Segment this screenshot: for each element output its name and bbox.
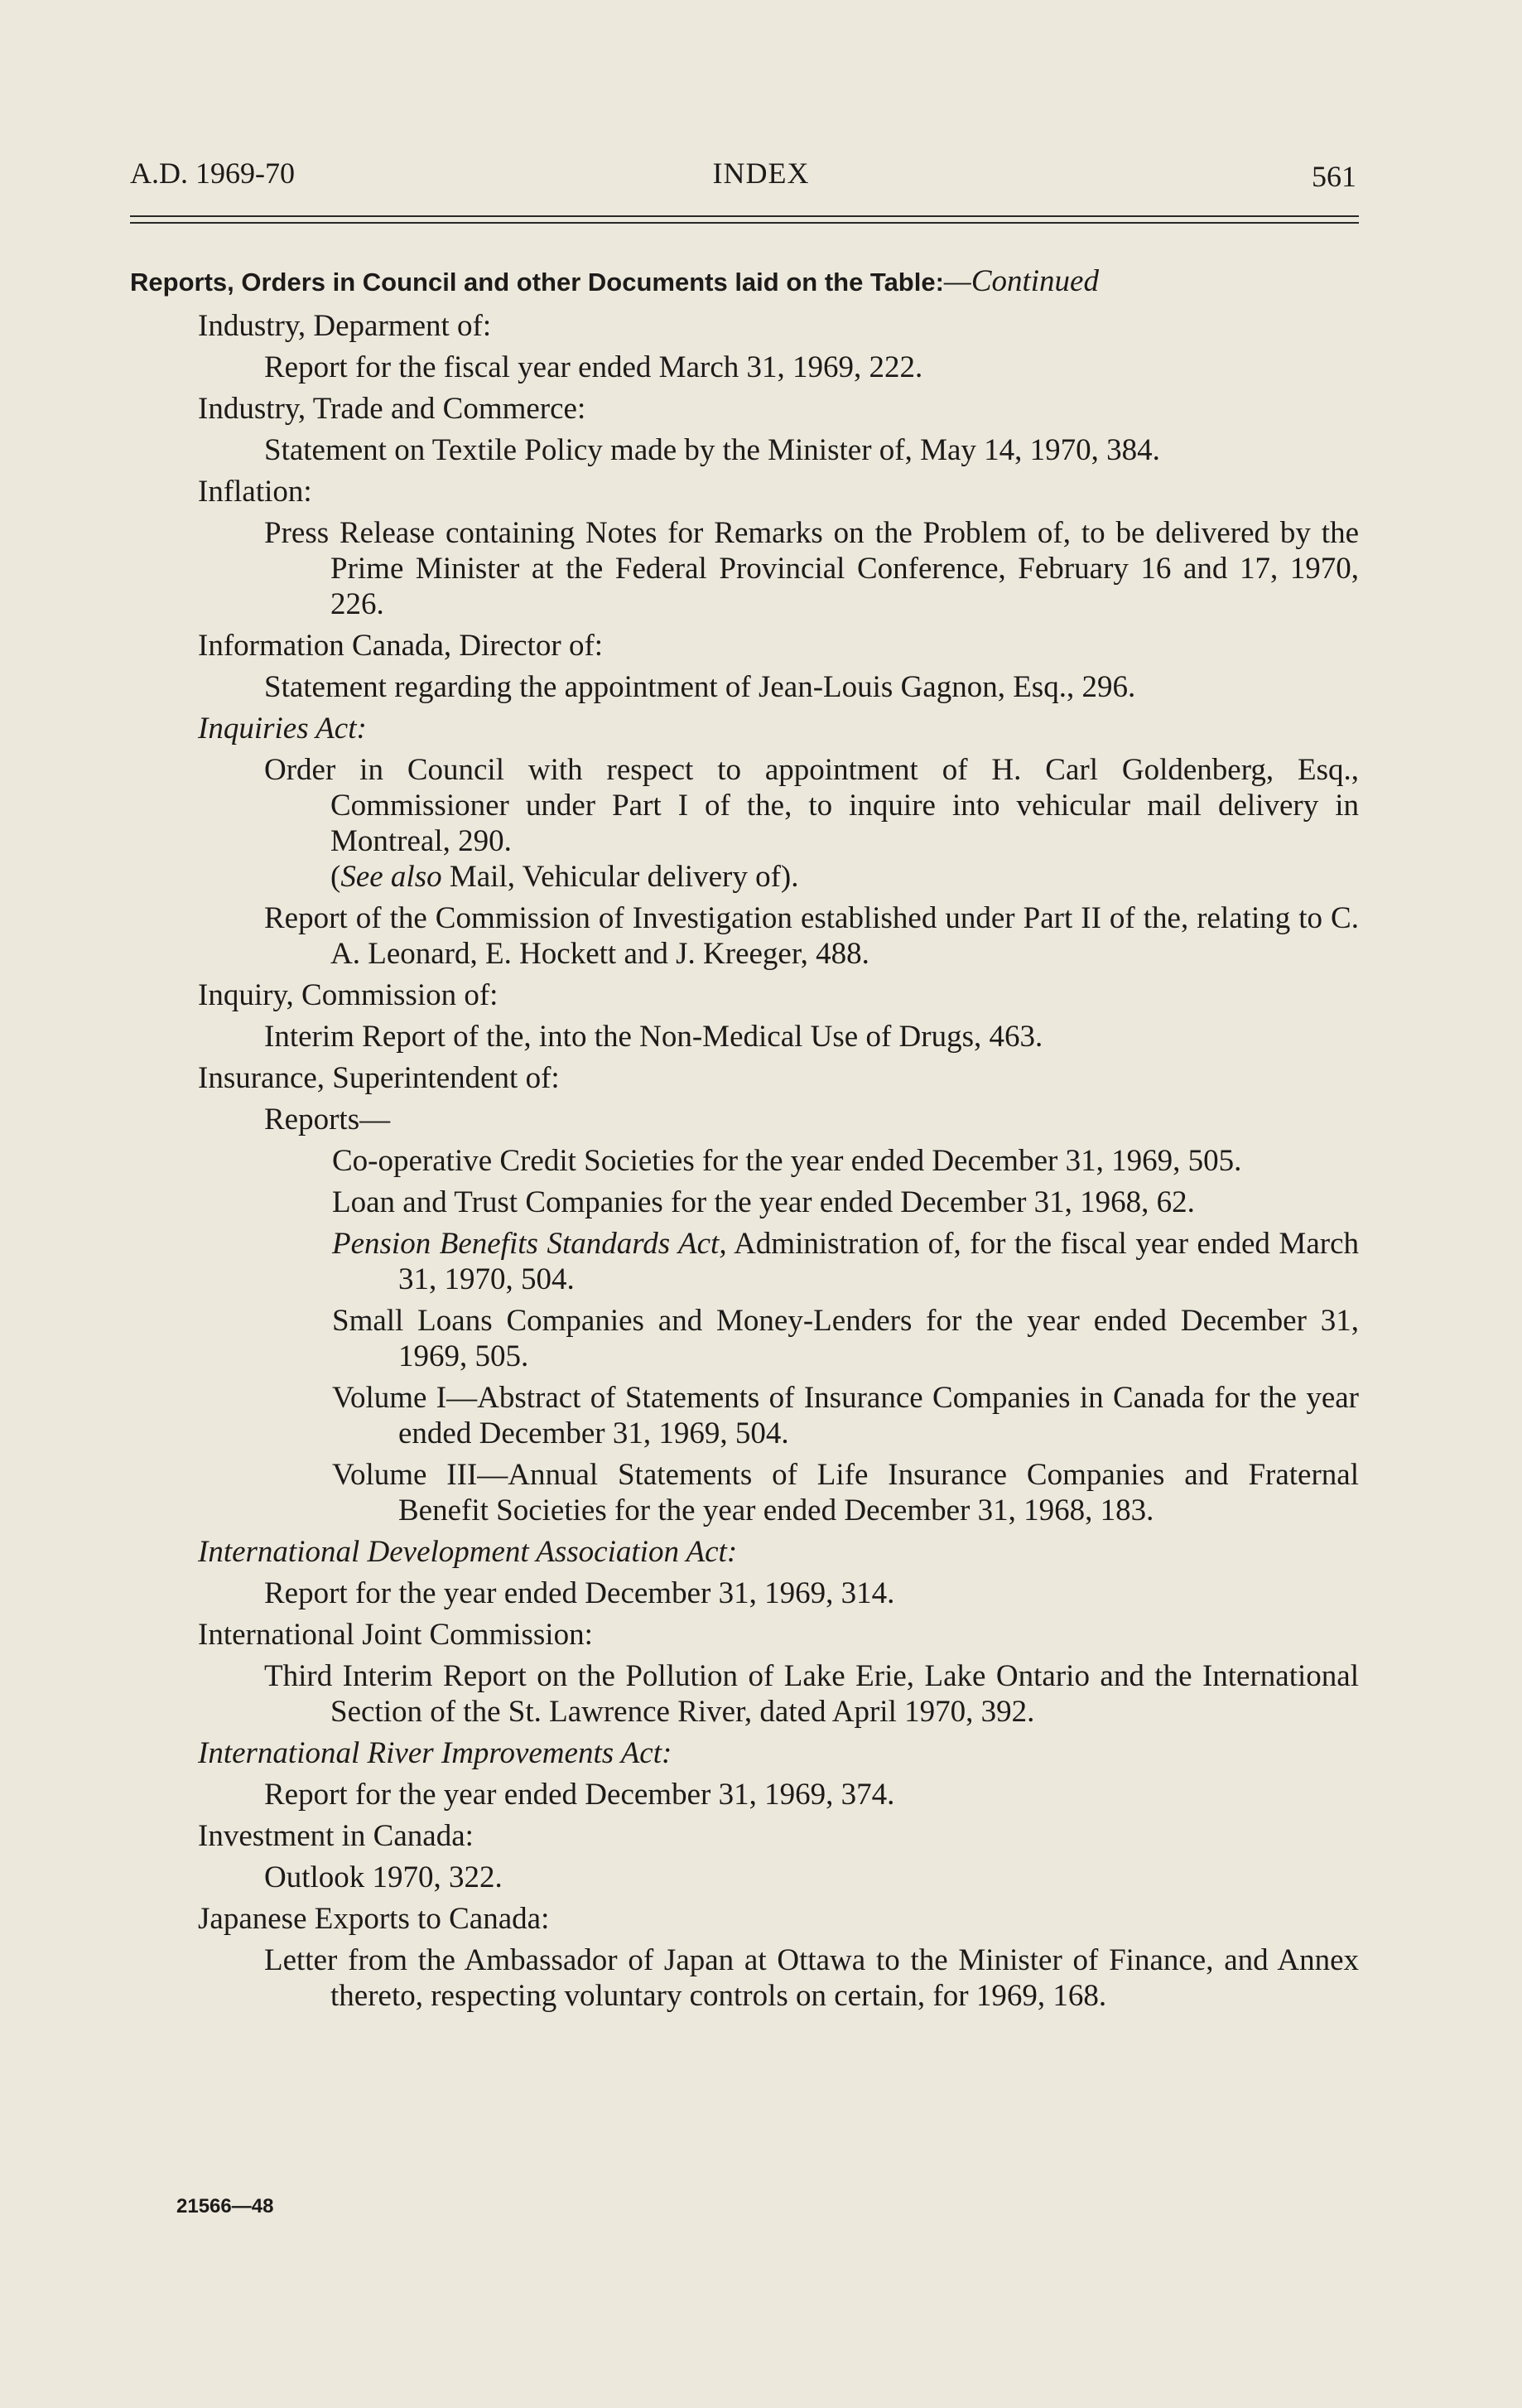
- index-entry: Report for the year ended December 31, 1969, 374.: [264, 1778, 895, 1812]
- entry-text: Administration of, for the fiscal year ended March 31, 1970, 504.: [398, 1227, 1359, 1296]
- index-content: [130, 263, 1359, 2020]
- index-entry: Letter from the Ambassador of Japan at Ottawa to the Minister of Finance, and Annex thereto, respecting voluntary controls on certain, for 1969, 168.: [264, 1943, 1359, 2013]
- act-title: Pension Benefits Standards Act,: [332, 1227, 727, 1261]
- index-heading: Japanese Exports to Canada:: [198, 1902, 550, 1936]
- index-subentry: Small Loans Companies and Money-Lenders for the year ended December 31, 1969, 505.: [332, 1304, 1359, 1373]
- session-year: A.D. 1969-70: [130, 157, 295, 190]
- index-heading: Information Canada, Director of:: [198, 629, 604, 663]
- index-entry: Report for the fiscal year ended March 31, 1969, 222.: [264, 350, 923, 384]
- entry-text: Order in Council with respect to appointment of H. Carl Goldenberg, Esq., Commissioner under Part I of the, to inquire into vehicular mail delivery in Montreal, 290.: [264, 753, 1359, 858]
- index-entry: Third Interim Report on the Pollution of Lake Erie, Lake Ontario and the International Section of the St. Lawrence River, dated April 1970, 392.: [264, 1659, 1359, 1729]
- index-entry: Press Release containing Notes for Remarks on the Problem of, to be delivered by the Prime Minister at the Federal Provincial Conference, February 16 and 17, 1970, 226.: [264, 516, 1359, 621]
- index-subheading: Reports—: [264, 1103, 391, 1136]
- index-heading-italic: International Development Association Act:: [198, 1535, 738, 1569]
- header-rule-bottom: [130, 222, 1359, 224]
- index-entry: Order in Council with respect to appointment of H. Carl Goldenberg, Esq., Commissioner under Part I of the, to inquire into vehicular mail delivery in Montreal, 290. (See also Mail, Vehicular delivery of).: [264, 753, 1359, 894]
- see-also-label: See also: [340, 860, 442, 894]
- index-subentry: [130, 1226, 1359, 1297]
- section-title-text: Reports, Orders in Council and other Documents laid on the Table:: [130, 268, 944, 297]
- index-entry: Outlook 1970, 322.: [264, 1860, 503, 1894]
- index-heading: Investment in Canada:: [198, 1819, 474, 1853]
- index-heading: International Joint Commission:: [198, 1618, 593, 1652]
- header-rule-top: [130, 215, 1359, 217]
- page-number: 561: [1312, 160, 1356, 193]
- printer-code: 21566—48: [176, 2195, 274, 2217]
- index-heading: Industry, Trade and Commerce:: [198, 392, 586, 426]
- see-also-text: Mail, Vehicular delivery of).: [441, 860, 799, 894]
- index-entry: Report for the year ended December 31, 1969, 314.: [264, 1576, 895, 1610]
- continued-label: —Continued: [943, 264, 1099, 298]
- index-entry: Interim Report of the, into the Non-Medical Use of Drugs, 463.: [264, 1020, 1043, 1054]
- index-entry: Statement on Textile Policy made by the Minister of, May 14, 1970, 384.: [264, 433, 1160, 467]
- index-entry: Report of the Commission of Investigation established under Part II of the, relating to C. A. Leonard, E. Hockett and J. Kreeger, 488.: [264, 901, 1359, 971]
- running-title: INDEX: [712, 157, 810, 190]
- index-heading: Insurance, Superintendent of:: [198, 1061, 560, 1095]
- index-entry: Statement regarding the appointment of Jean-Louis Gagnon, Esq., 296.: [264, 670, 1136, 704]
- index-subentry: Volume III—Annual Statements of Life Insurance Companies and Fraternal Benefit Societies for the year ended December 31, 1968, 183.: [332, 1458, 1359, 1527]
- index-heading-italic: International River Improvements Act:: [198, 1736, 672, 1770]
- index-subentry: Co-operative Credit Societies for the year ended December 31, 1969, 505.: [332, 1144, 1242, 1178]
- index-subentry: Loan and Trust Companies for the year ended December 31, 1968, 62.: [332, 1185, 1195, 1219]
- page-header: [0, 156, 1522, 197]
- index-heading: Inquiry, Commission of:: [198, 978, 499, 1012]
- index-heading: Inflation:: [198, 475, 312, 509]
- index-heading-italic: Inquiries Act:: [198, 712, 367, 746]
- section-title: [130, 263, 1359, 300]
- index-heading: Industry, Deparment of:: [198, 309, 492, 343]
- index-subentry: Volume I—Abstract of Statements of Insurance Companies in Canada for the year ended December 31, 1969, 504.: [332, 1381, 1359, 1450]
